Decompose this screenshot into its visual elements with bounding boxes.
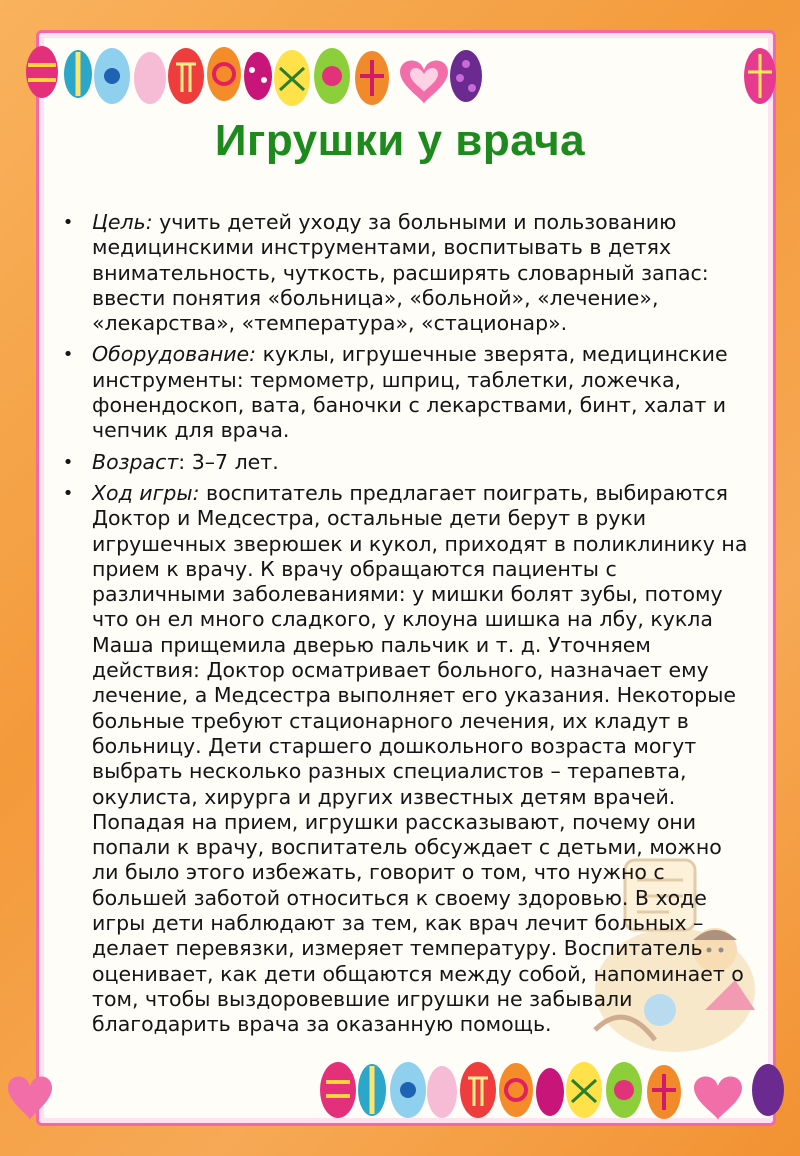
content-body <box>58 210 750 1044</box>
bullet-icon: • <box>62 344 74 366</box>
egg-pattern-icon <box>26 46 776 106</box>
bullet-text: : 3–7 лет. <box>178 449 279 474</box>
list-item <box>58 481 750 1038</box>
bullet-icon: • <box>62 482 74 504</box>
bullet-icon: • <box>62 212 74 233</box>
page-title: Игрушки у врача <box>214 116 586 165</box>
list-item <box>58 210 750 336</box>
bullet-label: Возраст <box>92 449 179 474</box>
bullet-icon: • <box>62 451 74 473</box>
bullet-text: куклы, игрушечные зверята, медицинские инструменты: термометр, шприц, таблетки, ложечка, фонендоскоп, вата, баночки с лекарствами, бинт, халат и чепчик для врача. <box>92 342 728 443</box>
egg-pattern-icon <box>8 1062 784 1120</box>
bullet-label: Оборудование: <box>92 342 257 367</box>
bullet-label: Ход игры: <box>92 480 200 505</box>
bullet-label: Цель: <box>92 210 153 234</box>
bullet-text: воспитатель предлагает поиграть, выбираются Доктор и Медсестра, остальные дети берут в руки игрушечных зверюшек и кукол, приходят в поликлинику на прием к врачу. К врачу обращаются пациенты с различными заболеваниями: у мишки болят зубы, потому что он ел много сладкого, у клоуна шишка на лбу, кукла Маша прищемила дверью пальчик и т. д. Уточняем действия: Доктор осматривает больного, назначает ему лечение, а Медсестра выполняет его указания. Некоторые больные требуют стационарного лечения, их кладут в больницу. Дети старшего дошкольного возраста могут выбрать несколько разных специалистов – терапевта, окулиста, хирурга и других известных детям врачей. Попадая на прием, игрушки рассказывают, почему они попали к врачу, воспитатель обсуждает с детьми, можно ли было этого избежать, говорит о том, что нужно с большей заботой относиться к своему здоровью. В ходе игры дети наблюдают за тем, как врач лечит больных – делает перевязки, измеряет температуру. Воспитатель оценивает, как дети общаются между собой, напоминает о том, чтобы выздоровевшие игрушки не забывали благодарить врача за оказанную помощь. <box>92 480 748 1037</box>
list-item <box>58 450 750 475</box>
easter-egg-border-top <box>0 20 800 130</box>
list-item <box>58 342 750 443</box>
bullet-text: учить детей уходу за больными и пользованию медицинскими инструментами, воспитывать в детях внимательность, чуткость, расширять словарный запас: ввести понятия «больница», «больной», «лечение», «лекарства», «температура», «стационар». <box>92 210 709 336</box>
bullet-list <box>58 210 750 1038</box>
